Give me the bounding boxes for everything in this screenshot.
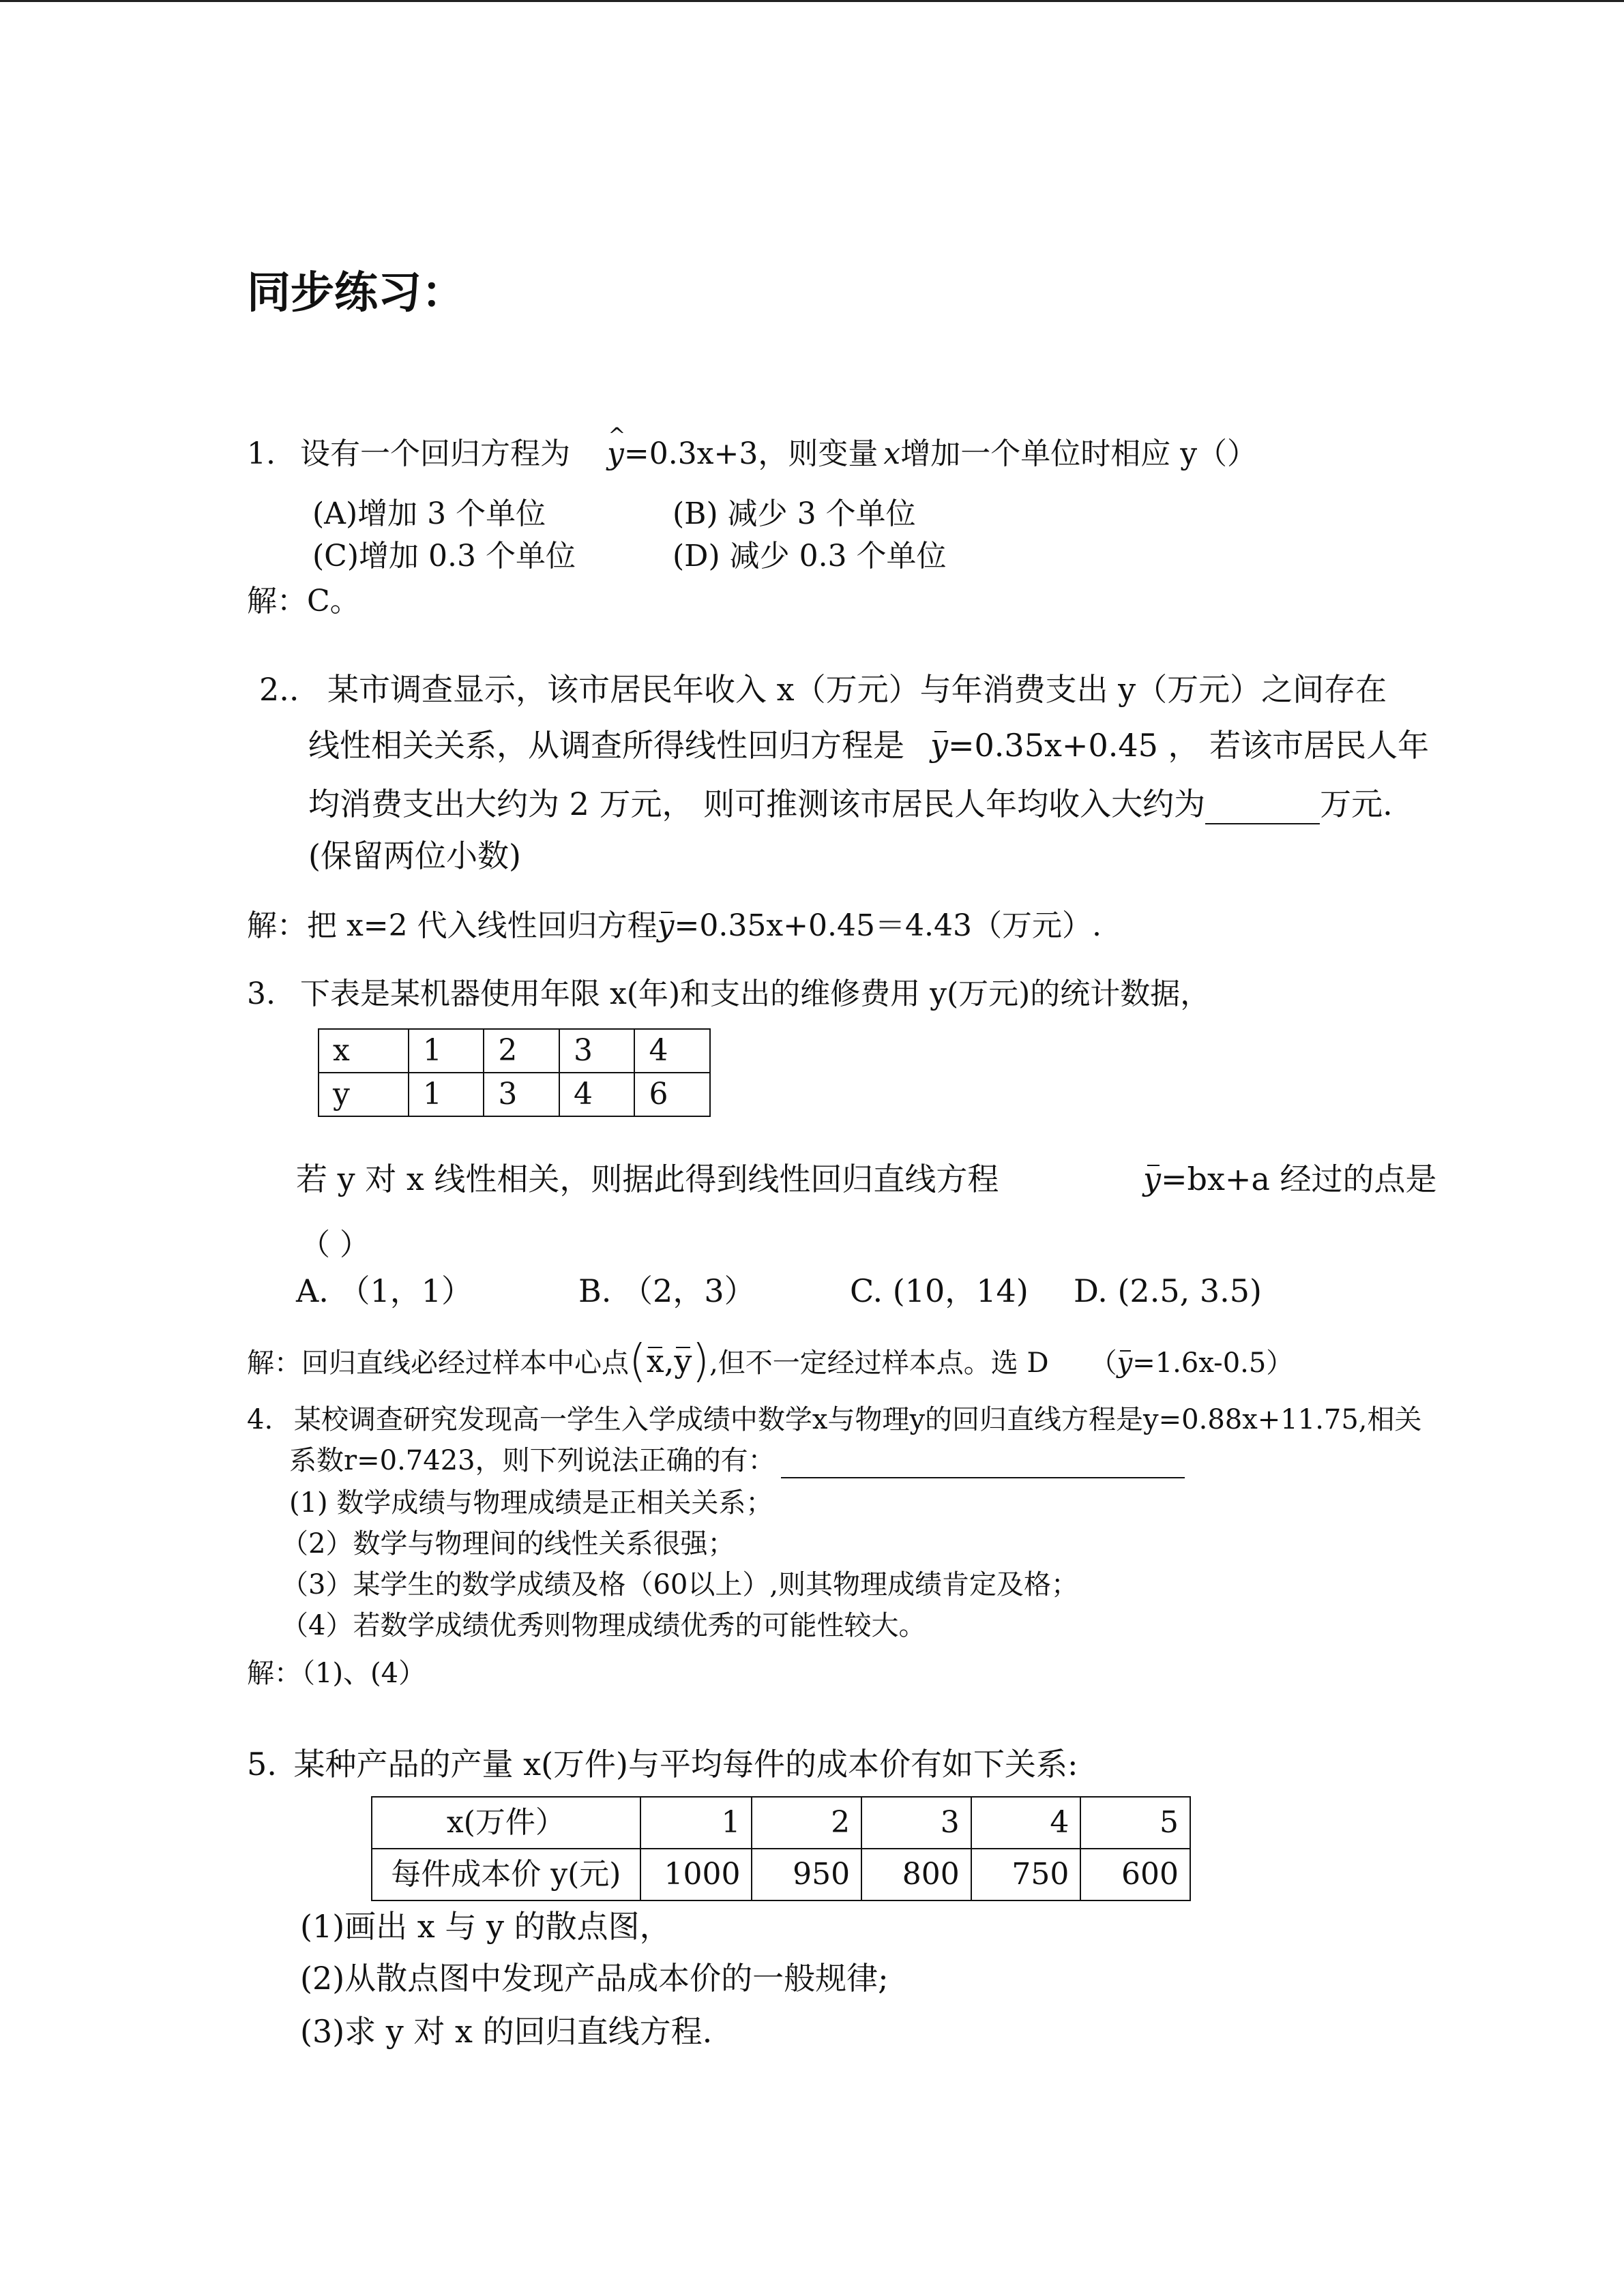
table-cell: 750 xyxy=(971,1849,1081,1900)
question-4-number: 4. xyxy=(247,1404,274,1435)
table-cell: 3 xyxy=(484,1073,559,1116)
question-5-stem-text: 某种产品的产量 x(万件)与平均每件的成本价有如下关系: xyxy=(293,1746,1078,1783)
answer-paren-open: （ xyxy=(1089,1347,1117,1379)
question-1-stem-prefix: 设有一个回归方程为 xyxy=(299,436,570,471)
question-3-stem xyxy=(247,976,1210,1013)
question-2-answer-suffix: =0.35x+0.45＝4.43（万元）. xyxy=(674,908,1102,943)
left-paren: ( xyxy=(629,1335,647,1387)
question-4-line-2 xyxy=(289,1444,1185,1478)
table-cell: 1 xyxy=(640,1797,752,1849)
option-a: A. （1，1） xyxy=(296,1272,473,1309)
question-1-answer: 解：C。 xyxy=(247,584,360,618)
y-bar-symbol: y xyxy=(1143,1161,1161,1197)
table-cell: 1 xyxy=(409,1073,484,1116)
option-c: C. (10，14) xyxy=(850,1272,1029,1309)
y-bar-symbol: y xyxy=(930,727,948,764)
statement-2: （2）数学与物理间的线性关系很强； xyxy=(281,1528,735,1560)
task-2: (2)从散点图中发现产品成本价的一般规律; xyxy=(300,1960,889,1997)
option-d: (D) 减少 0.3 个单位 xyxy=(673,539,947,573)
page-title: 同步练习： xyxy=(247,268,465,318)
table-cell: 800 xyxy=(861,1849,971,1900)
production-cost-table xyxy=(371,1796,1191,1901)
table-row xyxy=(372,1849,1190,1900)
statement-4: （4）若数学成绩优秀则物理成绩优秀的可能性较大。 xyxy=(281,1610,926,1641)
question-1-number: 1. xyxy=(247,436,276,471)
answer-blank xyxy=(1205,786,1320,824)
question-1-stem xyxy=(247,436,1257,473)
question-2-line-3 xyxy=(308,786,1393,824)
table-row xyxy=(372,1797,1190,1849)
question-2-line-1: 某市调查显示，该市居民年收入 x（万元）与年消费支出 y（万元）之间存在 xyxy=(327,671,1387,708)
maintenance-data-table xyxy=(318,1028,711,1117)
table-cell: 2 xyxy=(752,1797,861,1849)
y-hat-symbol: ^ y xyxy=(607,436,624,473)
question-2-line-4: (保留两位小数) xyxy=(308,837,521,874)
question-1-equation: =0.3x+3，则变量 xyxy=(623,436,879,471)
table-row xyxy=(319,1029,710,1073)
table-cell: x(万件） xyxy=(372,1797,640,1849)
table-cell: 6 xyxy=(634,1073,710,1116)
table-cell: x xyxy=(319,1029,409,1073)
table-cell: 4 xyxy=(559,1073,635,1116)
option-b: B. （2，3） xyxy=(578,1272,756,1309)
question-3-number: 3. xyxy=(247,976,276,1011)
option-a: (A)增加 3 个单位 xyxy=(312,496,546,531)
right-paren: ) xyxy=(692,1335,710,1387)
task-3: (3)求 y 对 x 的回归直线方程. xyxy=(300,2013,713,2050)
y-bar-symbol: y xyxy=(657,908,675,943)
table-cell: 每件成本价 y(元) xyxy=(372,1849,640,1900)
y-bar-symbol: y xyxy=(1117,1347,1133,1379)
table-cell: 2 xyxy=(484,1029,559,1073)
question-5-number: 5. xyxy=(247,1746,277,1783)
question-4-answer: 解：（1)、(4） xyxy=(247,1658,426,1689)
table-cell: 4 xyxy=(971,1797,1081,1849)
variable-x: x xyxy=(883,436,901,471)
table-cell: 5 xyxy=(1080,1797,1190,1849)
table-cell: 3 xyxy=(559,1029,635,1073)
option-c: (C)增加 0.3 个单位 xyxy=(312,539,576,573)
table-row xyxy=(319,1073,710,1116)
question-3-answer-middle: ,但不一定经过样本点。选 D xyxy=(709,1347,1049,1379)
question-3-answer-prefix: 解：回归直线必经过样本中心点 xyxy=(247,1347,629,1379)
center-comma: , xyxy=(664,1343,675,1380)
question-2-line-3-prefix: 均消费支出大约为 2 万元， 则可推测该市居民人年均收入大约为 xyxy=(308,786,1206,822)
question-2-answer xyxy=(247,908,1102,944)
table-cell: 600 xyxy=(1080,1849,1190,1900)
question-2-number: 2.. xyxy=(259,671,299,708)
table-cell: 950 xyxy=(752,1849,861,1900)
question-3-answer-equation: =1.6x-0.5） xyxy=(1132,1347,1294,1379)
table-cell: 3 xyxy=(861,1797,971,1849)
table-cell: y xyxy=(319,1073,409,1116)
question-3-condition-prefix: 若 y 对 x 线性相关，则据此得到线性回归直线方程 xyxy=(296,1161,999,1197)
question-2-line-2 xyxy=(308,727,1429,764)
option-b: (B) 减少 3 个单位 xyxy=(673,496,916,531)
statement-1: (1) 数学成绩与物理成绩是正相关关系； xyxy=(289,1487,773,1519)
question-4-line-1 xyxy=(247,1403,1422,1436)
table-cell: 1000 xyxy=(640,1849,752,1900)
task-1: (1)画出 x 与 y 的散点图， xyxy=(300,1908,671,1945)
question-1-stem-suffix: 增加一个单位时相应 y（） xyxy=(900,436,1258,471)
y-bar-symbol: y xyxy=(674,1343,692,1380)
question-2-answer-prefix: 解：把 x=2 代入线性回归方程 xyxy=(247,908,658,943)
table-cell: 4 xyxy=(634,1029,710,1073)
question-4-line-1-text: 某校调查研究发现高一学生入学成绩中数学x与物理y的回归直线方程是y=0.88x+11.75,相关 xyxy=(293,1404,1422,1435)
question-2-line-2-suffix: =0.35x+0.45 ， 若该市居民人年 xyxy=(948,727,1430,764)
answer-paren: （ ） xyxy=(300,1227,370,1262)
statement-3: （3）某学生的数学成绩及格（60以上）,则其物理成绩肯定及格； xyxy=(281,1569,1079,1600)
question-5-stem xyxy=(247,1746,1078,1783)
option-d: D. (2.5, 3.5) xyxy=(1074,1272,1262,1309)
question-3-stem-text: 下表是某机器使用年限 x(年)和支出的维修费用 y(万元)的统计数据， xyxy=(299,976,1211,1011)
table-cell: 1 xyxy=(409,1029,484,1073)
question-4-line-2-text: 系数r=0.7423，则下列说法正确的有： xyxy=(289,1445,776,1476)
question-3-answer xyxy=(247,1334,1293,1388)
question-3-condition-equation: =bx+a 经过的点是 xyxy=(1161,1161,1437,1197)
x-bar-symbol: x xyxy=(646,1343,664,1380)
answer-blank xyxy=(781,1444,1185,1478)
question-2-line-3-suffix: 万元. xyxy=(1320,786,1393,822)
question-3-condition-suffix xyxy=(1143,1161,1437,1198)
question-2-line-2-prefix: 线性相关关系，从调查所得线性回归方程是 xyxy=(308,727,904,764)
